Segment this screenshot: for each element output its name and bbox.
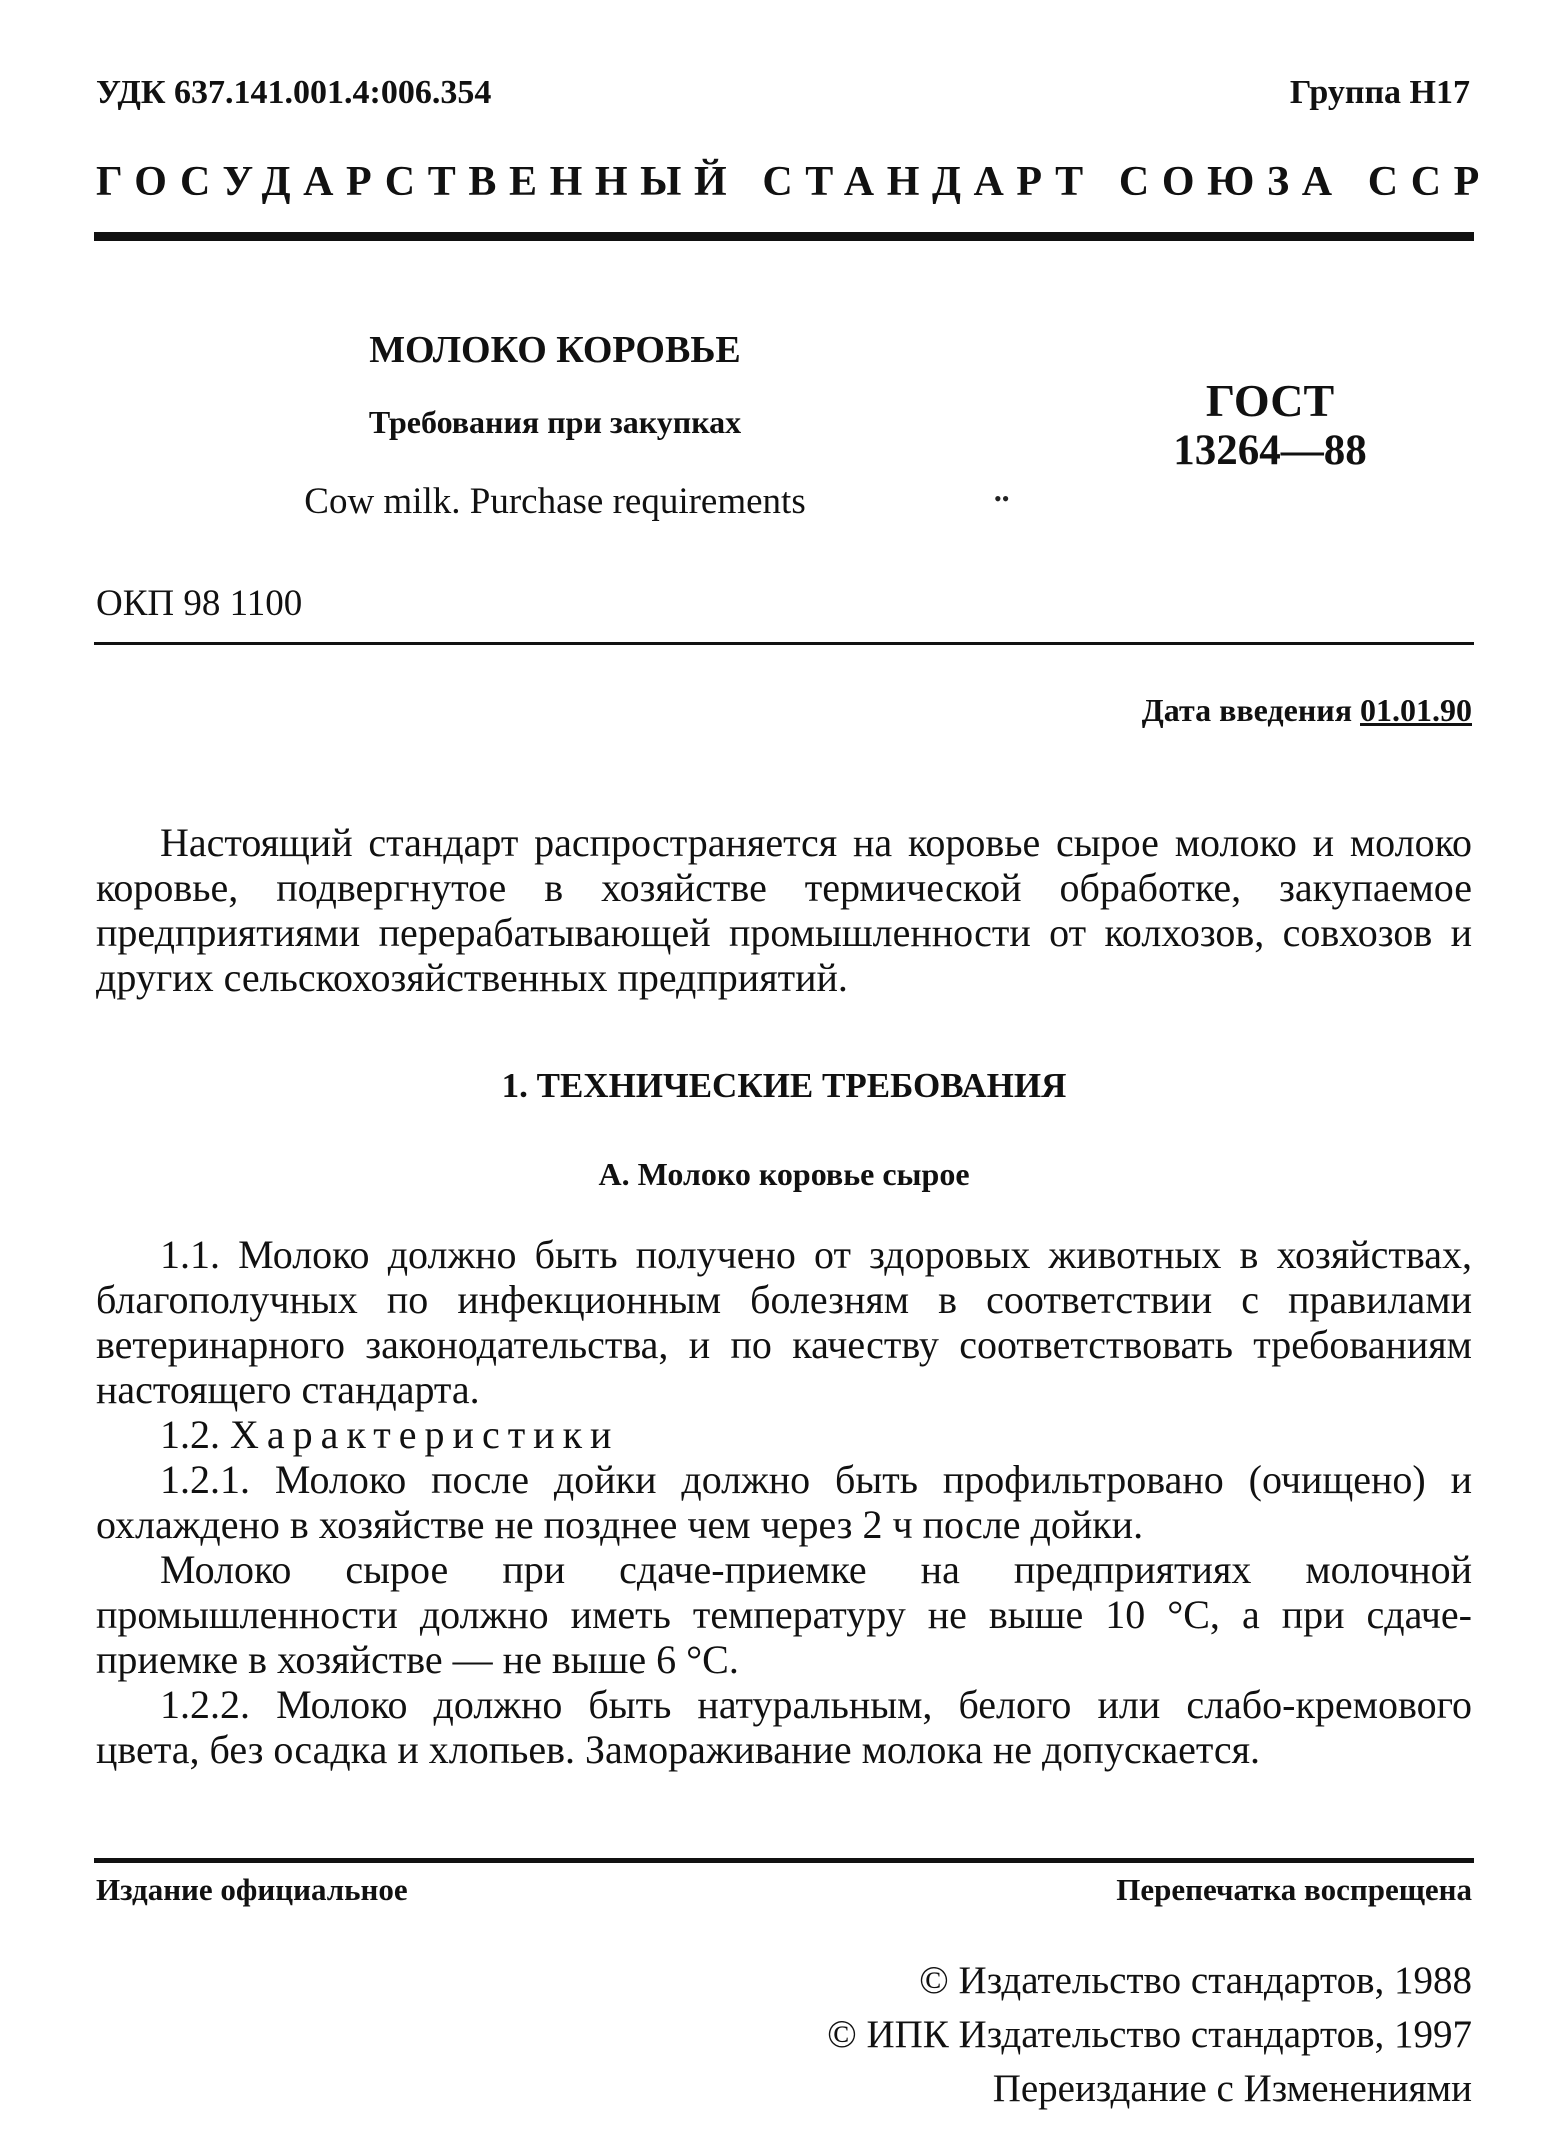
footer-divider [94,1858,1474,1863]
document-title: МОЛОКО КОРОВЬЕ [369,329,741,371]
paragraph-1-2-2: 1.2.2. Молоко должно быть натуральным, белого или слабо-кремового цвета, без осадка и хлопьев. Замораживание молока не допускается. [96,1682,1472,1772]
reissue-note: Переиздание с Изменениями [992,2067,1472,2110]
section-heading: 1. ТЕХНИЧЕСКИЕ ТРЕБОВАНИЯ [501,1066,1067,1105]
paragraph-temperature: Молоко сырое при сдаче-приемке на предприятиях молочной промышленности должно иметь температуру не выше 10 °С, а при сдаче-приемке в хозяйстве — не выше 6 °С. [96,1547,1472,1682]
paragraph-1-2-number: 1.2. [160,1412,220,1457]
state-standard-title: ГОСУДАРСТВЕННЫЙ СТАНДАРТ СОЮЗА ССР [96,159,1492,205]
subsection-heading: А. Молоко коровье сырое [598,1156,970,1192]
document-subtitle: Требования при закупках [368,404,742,440]
introduction-date-value: 01.01.90 [1360,692,1472,728]
paragraph-1-2 [96,1412,1472,1457]
paragraph-1-1: 1.1. Молоко должно быть получено от здоровых животных в хозяйствах, благополучных по инфекционным болезням в соответствии с правилами ветеринарного законодательства, и по качеству соответствовать требованиям настоящего стандарта. [96,1232,1472,1412]
gost-label: ГОСТ [1205,375,1335,426]
group-code: Группа Н17 [1289,74,1470,111]
copyright-line-1: © Издательство стандартов, 1988 [919,1959,1472,2002]
header-divider [94,232,1474,241]
official-edition-label: Издание официальное [96,1872,408,1907]
reprint-prohibited-label: Перепечатка воспрещена [1116,1872,1472,1907]
gost-number: 13264—88 [1173,427,1367,474]
stray-mark: •• [994,486,1010,511]
intro-paragraph: Настоящий стандарт распространяется на коровье сырое молоко и молоко коровье, подвергнутое в хозяйстве термической обработке, закупаемое предприятиями перерабатывающей промышленности от колхозов, совхозов и других сельскохозяйственных предприятий. [96,820,1472,1000]
introduction-date [1142,692,1472,729]
copyright-line-2: © ИПК Издательство стандартов, 1997 [827,2013,1472,2056]
paragraph-1-2-1: 1.2.1. Молоко после дойки должно быть профильтровано (очищено) и охлаждено в хозяйстве не позднее чем через 2 ч после дойки. [96,1457,1472,1547]
title-divider [94,642,1474,645]
english-title: Cow milk. Purchase requirements [304,481,806,522]
udk-code: УДК 637.141.001.4:006.354 [96,74,492,111]
okp-code: ОКП 98 1100 [96,583,303,624]
introduction-date-label: Дата введения [1141,692,1352,728]
paragraph-1-2-label: Характеристики [230,1412,620,1457]
